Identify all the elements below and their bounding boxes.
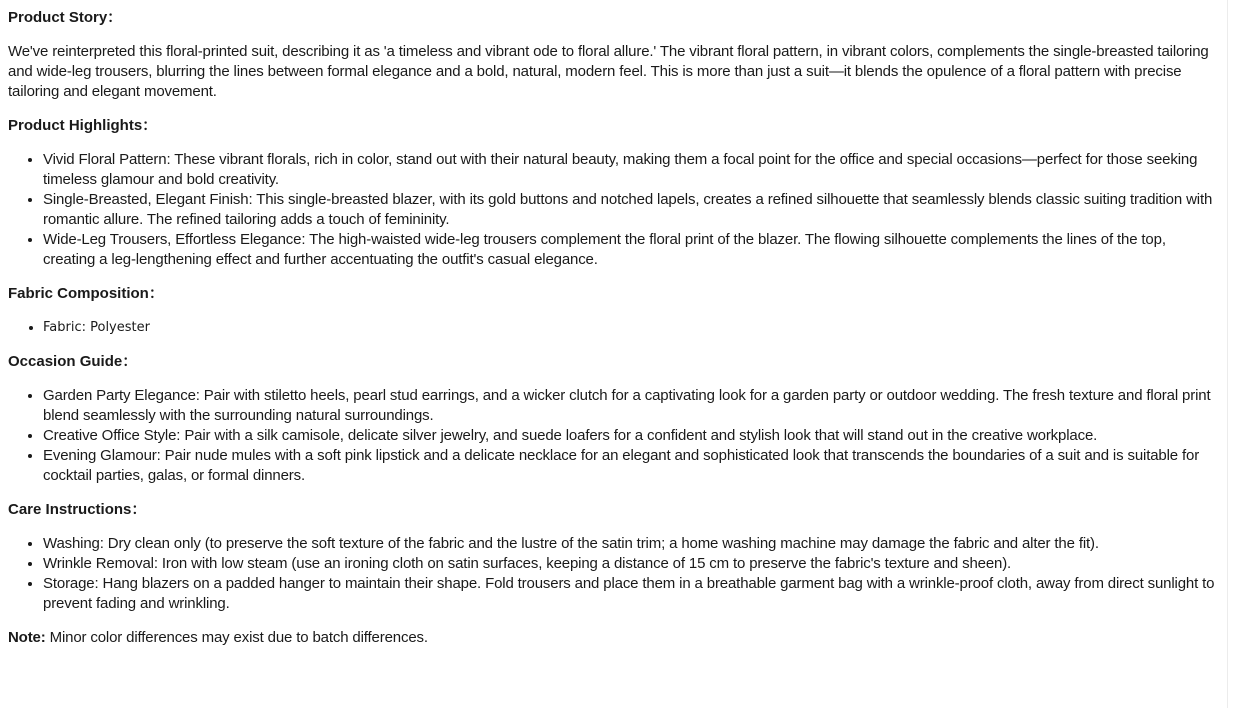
list-item: • Garden Party Elegance: Pair with stiletto heels, pearl stud earrings, and a wicker clutch for a captivating look for a garden party or outdoor wedding. The fresh texture and floral print blend seamlessly with the surrounding natural surroundings. — [43, 386, 1219, 426]
list-item: • Wrinkle Removal: Iron with low steam (use an ironing cloth on satin surfaces, keeping a distance of 15 cm to preserve the fabric's texture and sheen). — [43, 554, 1219, 574]
list-item: • Vivid Floral Pattern: These vibrant florals, rich in color, stand out with their natural beauty, making them a focal point for the office and special occasions—perfect for those seeking timeless glamour and bold creativity. — [43, 150, 1219, 190]
fabric-composition-list — [8, 318, 1219, 338]
page-divider — [1227, 0, 1228, 708]
list-item: • Creative Office Style: Pair with a silk camisole, delicate silver jewelry, and suede loafers for a confident and stylish look that will stand out in the creative workplace. — [43, 426, 1219, 446]
occasion-guide-list — [8, 386, 1219, 486]
fabric-composition-heading: Fabric Composition： — [8, 285, 164, 302]
product-highlights-list — [8, 150, 1219, 270]
list-item: • Washing: Dry clean only (to preserve the soft texture of the fabric and the lustre of the satin trim; a home washing machine may damage the fabric and alter the fit). — [43, 534, 1219, 554]
list-item: • Evening Glamour: Pair nude mules with a soft pink lipstick and a delicate necklace for an elegant and sophisticated look that transcends the boundaries of a suit and is suitable for cocktail parties, galas, or formal dinners. — [43, 446, 1219, 486]
product-highlights-heading: Product Highlights： — [8, 117, 158, 134]
list-item: • Storage: Hang blazers on a padded hanger to maintain their shape. Fold trousers and place them in a breathable garment bag with a wrinkle-proof cloth, away from direct sunlight to prevent fading and wrinkling. — [43, 574, 1219, 614]
product-story-text: We've reinterpreted this floral-printed suit, describing it as 'a timeless and vibrant ode to floral allure.' The vibrant floral pattern, in vibrant colors, complements the single-breasted tailoring and wide-leg trousers, blurring the lines between formal elegance and a bold, natural, modern feel. This is more than just a suit—it blends the opulence of a floral pattern with precise tailoring and elegant movement. — [8, 43, 1209, 100]
care-instructions-heading: Care Instructions： — [8, 501, 147, 518]
list-item: • Single-Breasted, Elegant Finish: This single-breasted blazer, with its gold buttons and notched lapels, creates a refined silhouette that seamlessly blends classic suiting tradition with romantic allure. The refined tailoring adds a touch of femininity. — [43, 190, 1219, 230]
list-item: • Wide-Leg Trousers, Effortless Elegance: The high-waisted wide-leg trousers complement the floral print of the blazer. The flowing silhouette complements the lines of the top, creating a leg-lengthening effect and further accentuating the outfit's casual elegance. — [43, 230, 1219, 270]
note-text: Minor color differences may exist due to batch differences. — [45, 629, 428, 646]
note-label: Note: — [8, 629, 46, 646]
product-story-heading: Product Story： — [8, 9, 123, 26]
occasion-guide-heading: Occasion Guide： — [8, 353, 138, 370]
list-item: • Fabric: Polyester — [43, 318, 1219, 338]
note-paragraph — [8, 628, 1219, 648]
care-instructions-list — [8, 534, 1219, 614]
